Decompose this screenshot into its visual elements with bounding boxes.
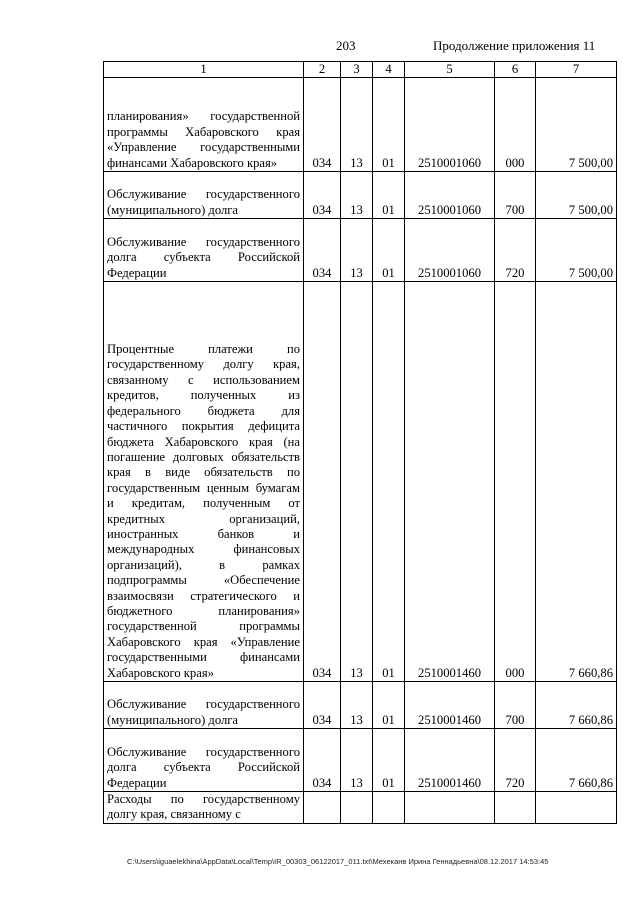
cell-expense-type <box>495 792 536 824</box>
cell-admin-code <box>304 792 341 824</box>
budget-table <box>103 61 617 824</box>
row-name: планирования» государственной программы Хабаровского края «Управление государственными финансами Хабаровского края» <box>104 78 304 172</box>
cell-expense-type: 000 <box>495 282 536 682</box>
cell-subsection: 01 <box>373 78 405 172</box>
cell-subsection: 01 <box>373 219 405 282</box>
column-header: 7 <box>536 62 617 78</box>
cell-amount: 7 500,00 <box>536 78 617 172</box>
column-header: 6 <box>495 62 536 78</box>
table-row <box>104 172 617 219</box>
table-row <box>104 282 617 682</box>
cell-target-item: 2510001460 <box>405 282 495 682</box>
row-name: Обслуживание государственного долга субъекта Российской Федерации <box>104 729 304 792</box>
cell-section: 13 <box>341 682 373 729</box>
cell-subsection: 01 <box>373 729 405 792</box>
table-row <box>104 729 617 792</box>
cell-expense-type: 720 <box>495 729 536 792</box>
cell-subsection: 01 <box>373 282 405 682</box>
cell-amount: 7 660,86 <box>536 682 617 729</box>
continuation-label: Продолжение приложения 11 <box>433 38 596 53</box>
cell-target-item: 2510001460 <box>405 729 495 792</box>
cell-section: 13 <box>341 282 373 682</box>
cell-section: 13 <box>341 729 373 792</box>
cell-admin-code: 034 <box>304 78 341 172</box>
cell-subsection <box>373 792 405 824</box>
cell-target-item: 2510001060 <box>405 172 495 219</box>
column-header: 5 <box>405 62 495 78</box>
cell-section: 13 <box>341 219 373 282</box>
table-row <box>104 219 617 282</box>
column-header: 2 <box>304 62 341 78</box>
column-header: 4 <box>373 62 405 78</box>
row-name: Расходы по государственному долгу края, связанному с <box>104 792 304 824</box>
cell-admin-code: 034 <box>304 682 341 729</box>
cell-admin-code: 034 <box>304 172 341 219</box>
cell-subsection: 01 <box>373 172 405 219</box>
cell-section: 13 <box>341 78 373 172</box>
cell-expense-type: 000 <box>495 78 536 172</box>
column-header: 1 <box>104 62 304 78</box>
cell-amount: 7 500,00 <box>536 219 617 282</box>
cell-target-item: 2510001460 <box>405 682 495 729</box>
cell-amount: 7 660,86 <box>536 729 617 792</box>
cell-admin-code: 034 <box>304 282 341 682</box>
table-row <box>104 792 617 824</box>
cell-section: 13 <box>341 172 373 219</box>
row-name: Процентные платежи по государственному долгу края, связанному с использованием кредитов, полученных из федерального бюджета для частичного покрытия дефицита бюджета Хабаровского края (на погашение долговых обязательств края в виде обязательств по государственным ценным бумагам и кредитам, полученным от кредитных организаций, иностранных банков и международных финансовых организаций), в рамках подпрограммы «Обеспечение взаимосвязи стратегического и бюджетного планирования» государственной программы Хабаровского края «Управление государственными финансами Хабаровского края» <box>104 282 304 682</box>
cell-admin-code: 034 <box>304 729 341 792</box>
row-name: Обслуживание государственного (муниципального) долга <box>104 682 304 729</box>
cell-expense-type: 720 <box>495 219 536 282</box>
cell-target-item <box>405 792 495 824</box>
cell-amount: 7 500,00 <box>536 172 617 219</box>
column-number-row <box>104 62 617 78</box>
row-name: Обслуживание государственного долга субъекта Российской Федерации <box>104 219 304 282</box>
row-name: Обслуживание государственного (муниципального) долга <box>104 172 304 219</box>
table-row <box>104 682 617 729</box>
table-row <box>104 78 617 172</box>
cell-expense-type: 700 <box>495 172 536 219</box>
column-header: 3 <box>341 62 373 78</box>
cell-target-item: 2510001060 <box>405 219 495 282</box>
cell-admin-code: 034 <box>304 219 341 282</box>
cell-section <box>341 792 373 824</box>
cell-subsection: 01 <box>373 682 405 729</box>
cell-amount <box>536 792 617 824</box>
cell-target-item: 2510001060 <box>405 78 495 172</box>
file-path-footer: C:\Users\iguaelekhina\AppData\Local\Temp\IR_00303_06122017_011.txt\Мехеканв Ирина Геннадьевна\08.12.2017 14:53:45 <box>127 857 549 866</box>
cell-expense-type: 700 <box>495 682 536 729</box>
page-number: 203 <box>336 38 356 53</box>
cell-amount: 7 660,86 <box>536 282 617 682</box>
